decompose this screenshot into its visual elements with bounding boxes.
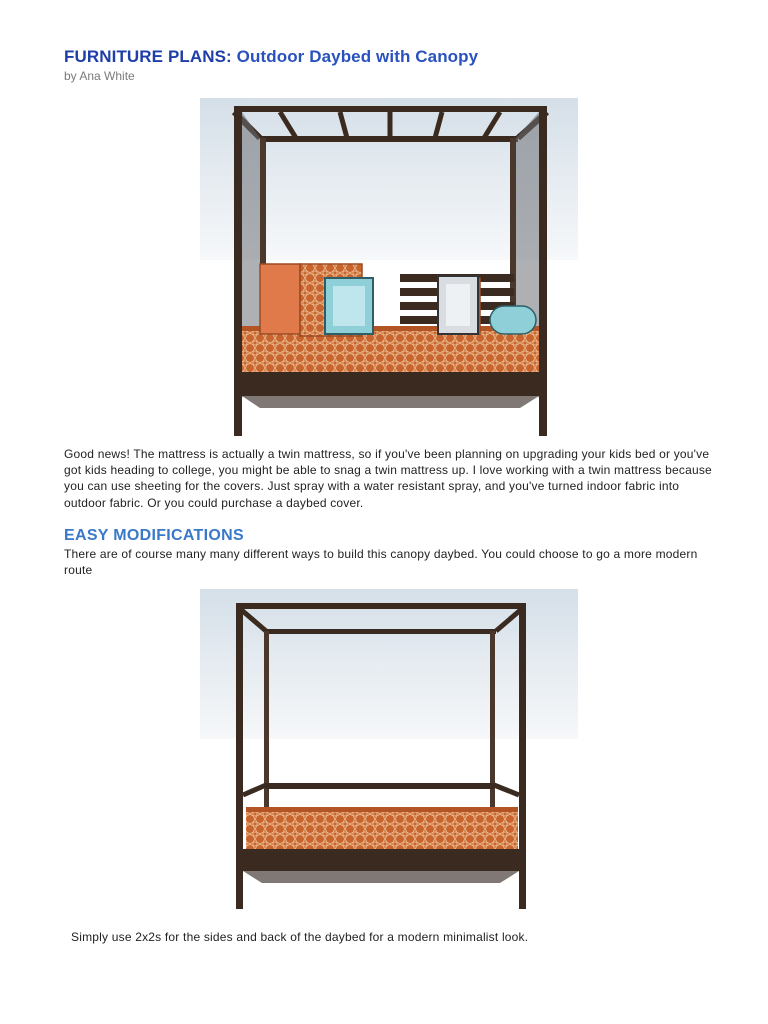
figure-caption: Simply use 2x2s for the sides and back of the daybed for a modern minimalist look.	[71, 930, 529, 944]
intro-paragraph: Good news! The mattress is actually a twin mattress, so if you've been planning on upgrading your kids bed or you've got kids heading to college, you might be able to snag a twin mattress up. I love working with a twin mattress because you can use sheeting for the covers. Just spray with a water resistant spray, and you've turned indoor fabric into outdoor fabric. Or you could purchase a daybed cover.	[64, 447, 712, 510]
byline: by Ana White	[64, 69, 135, 83]
modifications-paragraph: There are of course many many different ways to build this canopy daybed. You could choose to go a more modern route	[64, 547, 698, 578]
section-heading-easy-modifications: EASY MODIFICATIONS	[64, 527, 244, 544]
title-lead: FURNITURE PLANS:	[64, 47, 232, 66]
modern-daybed-illustration	[200, 589, 578, 914]
page-title	[64, 47, 478, 67]
title-rest: Outdoor Daybed with Canopy	[231, 47, 479, 66]
daybed-canopy-illustration	[200, 98, 578, 440]
